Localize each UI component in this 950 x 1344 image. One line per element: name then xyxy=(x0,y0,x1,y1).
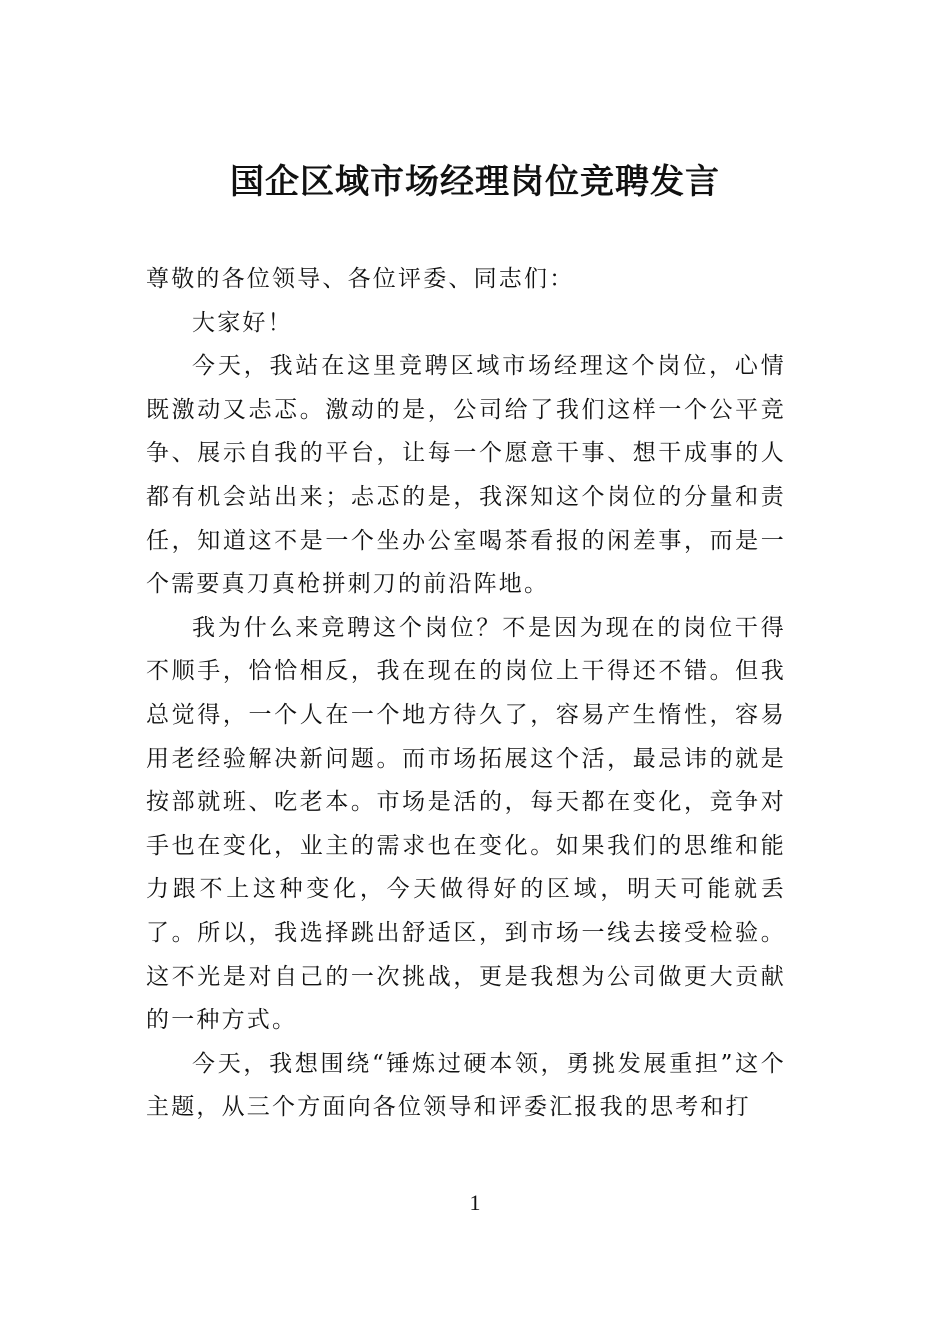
greeting-paragraph: 大家好！ xyxy=(192,309,293,336)
document-title: 国企区域市场经理岗位竞聘发言 xyxy=(230,162,720,202)
salutation-paragraph: 尊敬的各位领导、各位评委、同志们： xyxy=(146,266,575,292)
body-paragraph: 今天，我想围绕“锤炼过硬本领，勇挑发展重担”这个主题，从三个方面向各位领导和评委汇报我的思考和打 xyxy=(146,1050,786,1121)
body-paragraph: 我为什么来竞聘这个岗位？不是因为现在的岗位干得不顺手，恰恰相反，我在现在的岗位上干得还不错。但我总觉得，一个人在一个地方待久了，容易产生惰性，容易用老经验解决新问题。而市场拓展这个活，最忌讳的就是按部就班、吃老本。市场是活的，每天都在变化，竞争对手也在变化，业主的需求也在变化。如果我们的思维和能力跟不上这种变化，今天做得好的区域，明天可能就丢了。所以，我选择跳出舒适区，到市场一线去接受检验。这不光是对自己的一次挑战，更是我想为公司做更大贡献的一种方式。 xyxy=(146,614,786,1034)
page-number: 1 xyxy=(469,1190,481,1215)
document-body xyxy=(146,258,786,1130)
body-paragraph: 今天，我站在这里竞聘区域市场经理这个岗位，心情既激动又忐忑。激动的是，公司给了我们这样一个公平竞争、展示自我的平台，让每一个愿意干事、想干成事的人都有机会站出来；忐忑的是，我深知这个岗位的分量和责任，知道这不是一个坐办公室喝茶看报的闲差事，而是一个需要真刀真枪拼刺刀的前沿阵地。 xyxy=(146,353,786,598)
